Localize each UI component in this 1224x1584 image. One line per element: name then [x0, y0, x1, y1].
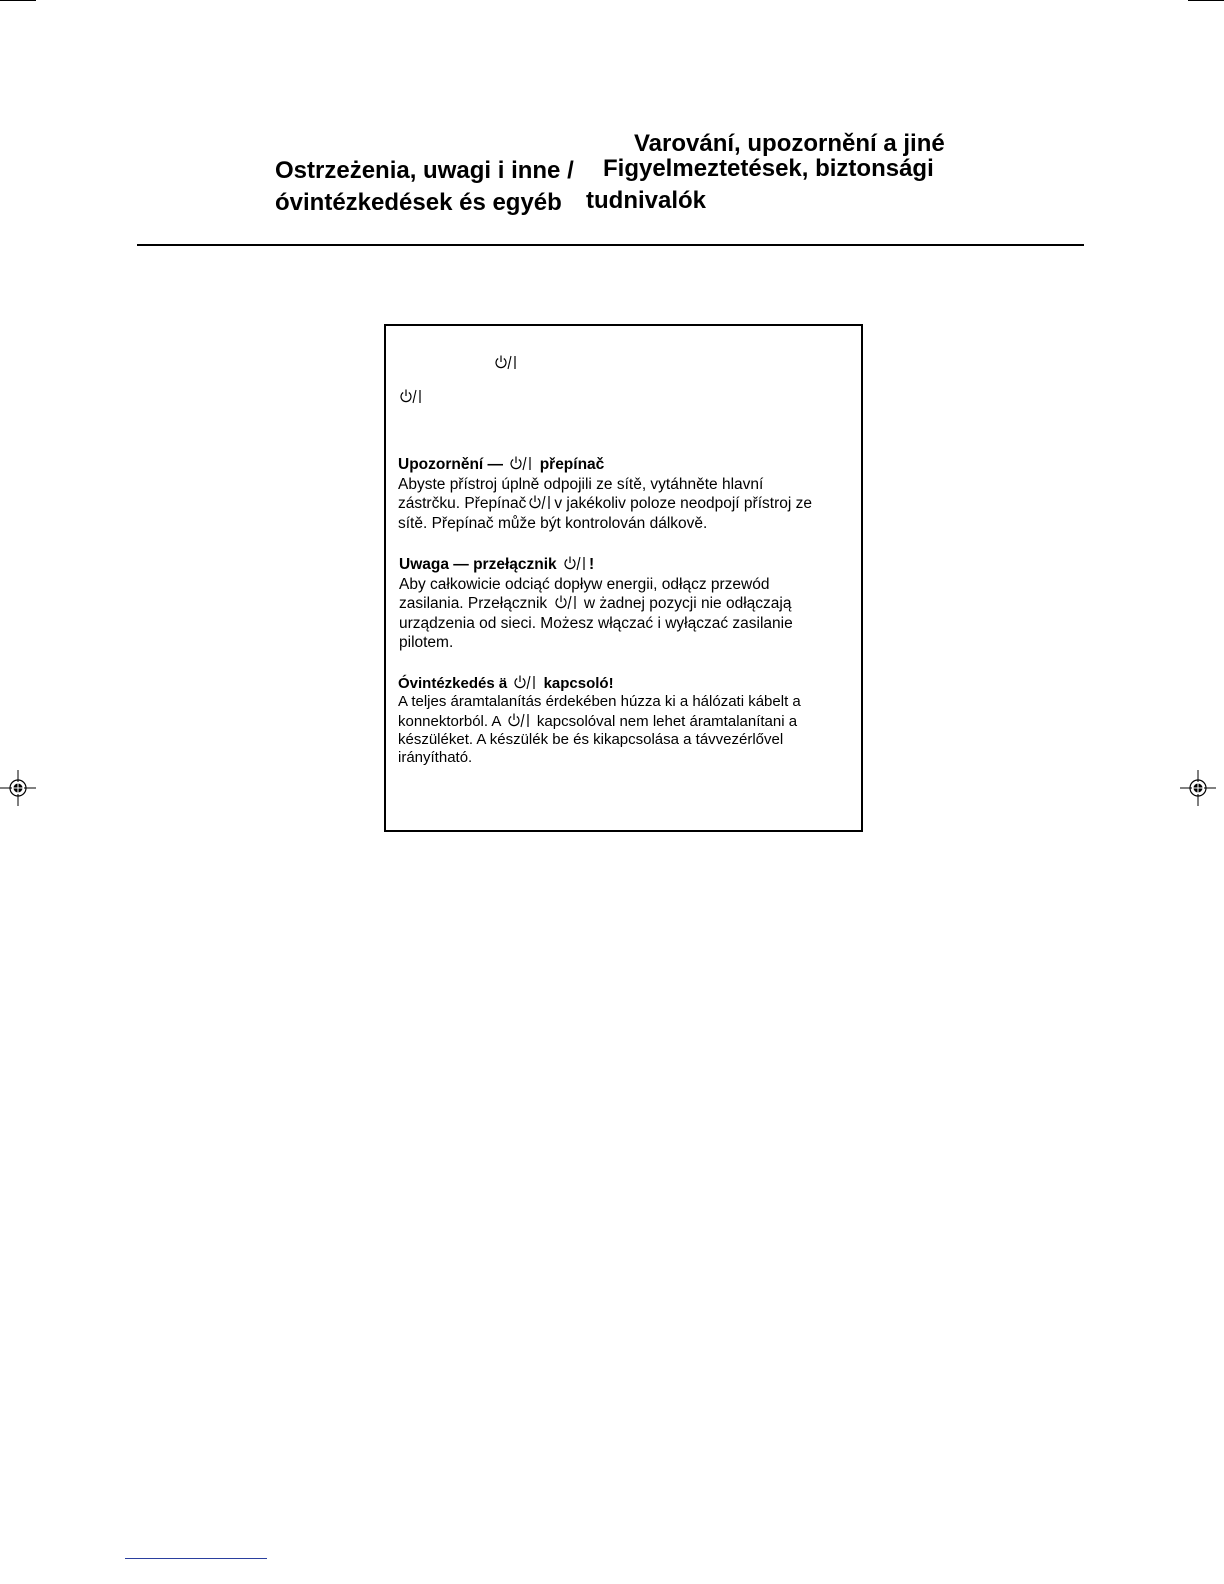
header-divider [137, 244, 1084, 246]
crop-mark-top-right [1188, 0, 1224, 1]
czech-text-line: zástrčku. Přepínač v jakékoliv poloze neodpojí přístroj ze [398, 495, 812, 512]
czech-caution-heading: Upozornění — přepínač [398, 456, 605, 473]
polish-text-line: Aby całkowicie odciąć dopływ energii, odłącz przewód [399, 575, 770, 593]
polish-caution-heading: Uwaga — przełącznik ! [399, 556, 595, 573]
registration-mark-icon [0, 770, 36, 806]
power-switch-icon [513, 674, 537, 693]
polish-text-line: urządzenia od sieci. Możesz włączać i wyłączać zasilanie [399, 614, 793, 632]
registration-mark-icon [1180, 770, 1216, 806]
power-switch-icon [554, 594, 578, 614]
title-line-2b: Figyelmeztetések, biztonsági [603, 155, 934, 182]
czech-text-line: sítě. Přepínač může být kontrolován dálkově. [398, 514, 708, 532]
hungarian-text-line: A teljes áramtalanítás érdekében húzza ki a hálózati kábelt a [398, 693, 801, 711]
power-switch-icon [494, 354, 518, 372]
title-line-2a: Ostrzeżenia, uwagi i inne / [275, 157, 574, 184]
footer-rule [125, 1558, 267, 1559]
power-switch-icon [563, 555, 587, 575]
hungarian-caution [398, 674, 858, 767]
hungarian-text-line: konnektorból. A kapcsolóval nem lehet áramtalanítani a [398, 712, 798, 730]
title-line-1: Varování, upozornění a jiné [634, 130, 945, 157]
power-switch-icon [528, 494, 552, 514]
title-line-3b: tudnivalók [586, 187, 707, 214]
notice-box [384, 324, 863, 832]
polish-text-line: pilotem. [399, 634, 454, 651]
crop-mark-top-left [0, 0, 36, 1]
power-switch-icon [509, 455, 533, 475]
czech-text-line: Abyste přístroj úplně odpojili ze sítě, vytáhněte hlavní [398, 475, 764, 493]
hungarian-text-line: készüléket. A készülék be és kikapcsolása a távvezérlővel [398, 730, 784, 748]
polish-caution [399, 555, 859, 653]
czech-caution [398, 455, 858, 533]
power-switch-icon [399, 388, 423, 406]
hungarian-text-line: irányítható. [398, 749, 473, 767]
power-switch-icon [507, 712, 531, 731]
title-line-3a: óvintézkedések és egyéb [275, 189, 562, 216]
hungarian-caution-heading: Óvintézkedés ä kapcsoló! [398, 675, 614, 692]
polish-text-line: zasilania. Przełącznik w żadnej pozycji nie odłączają [399, 595, 792, 612]
